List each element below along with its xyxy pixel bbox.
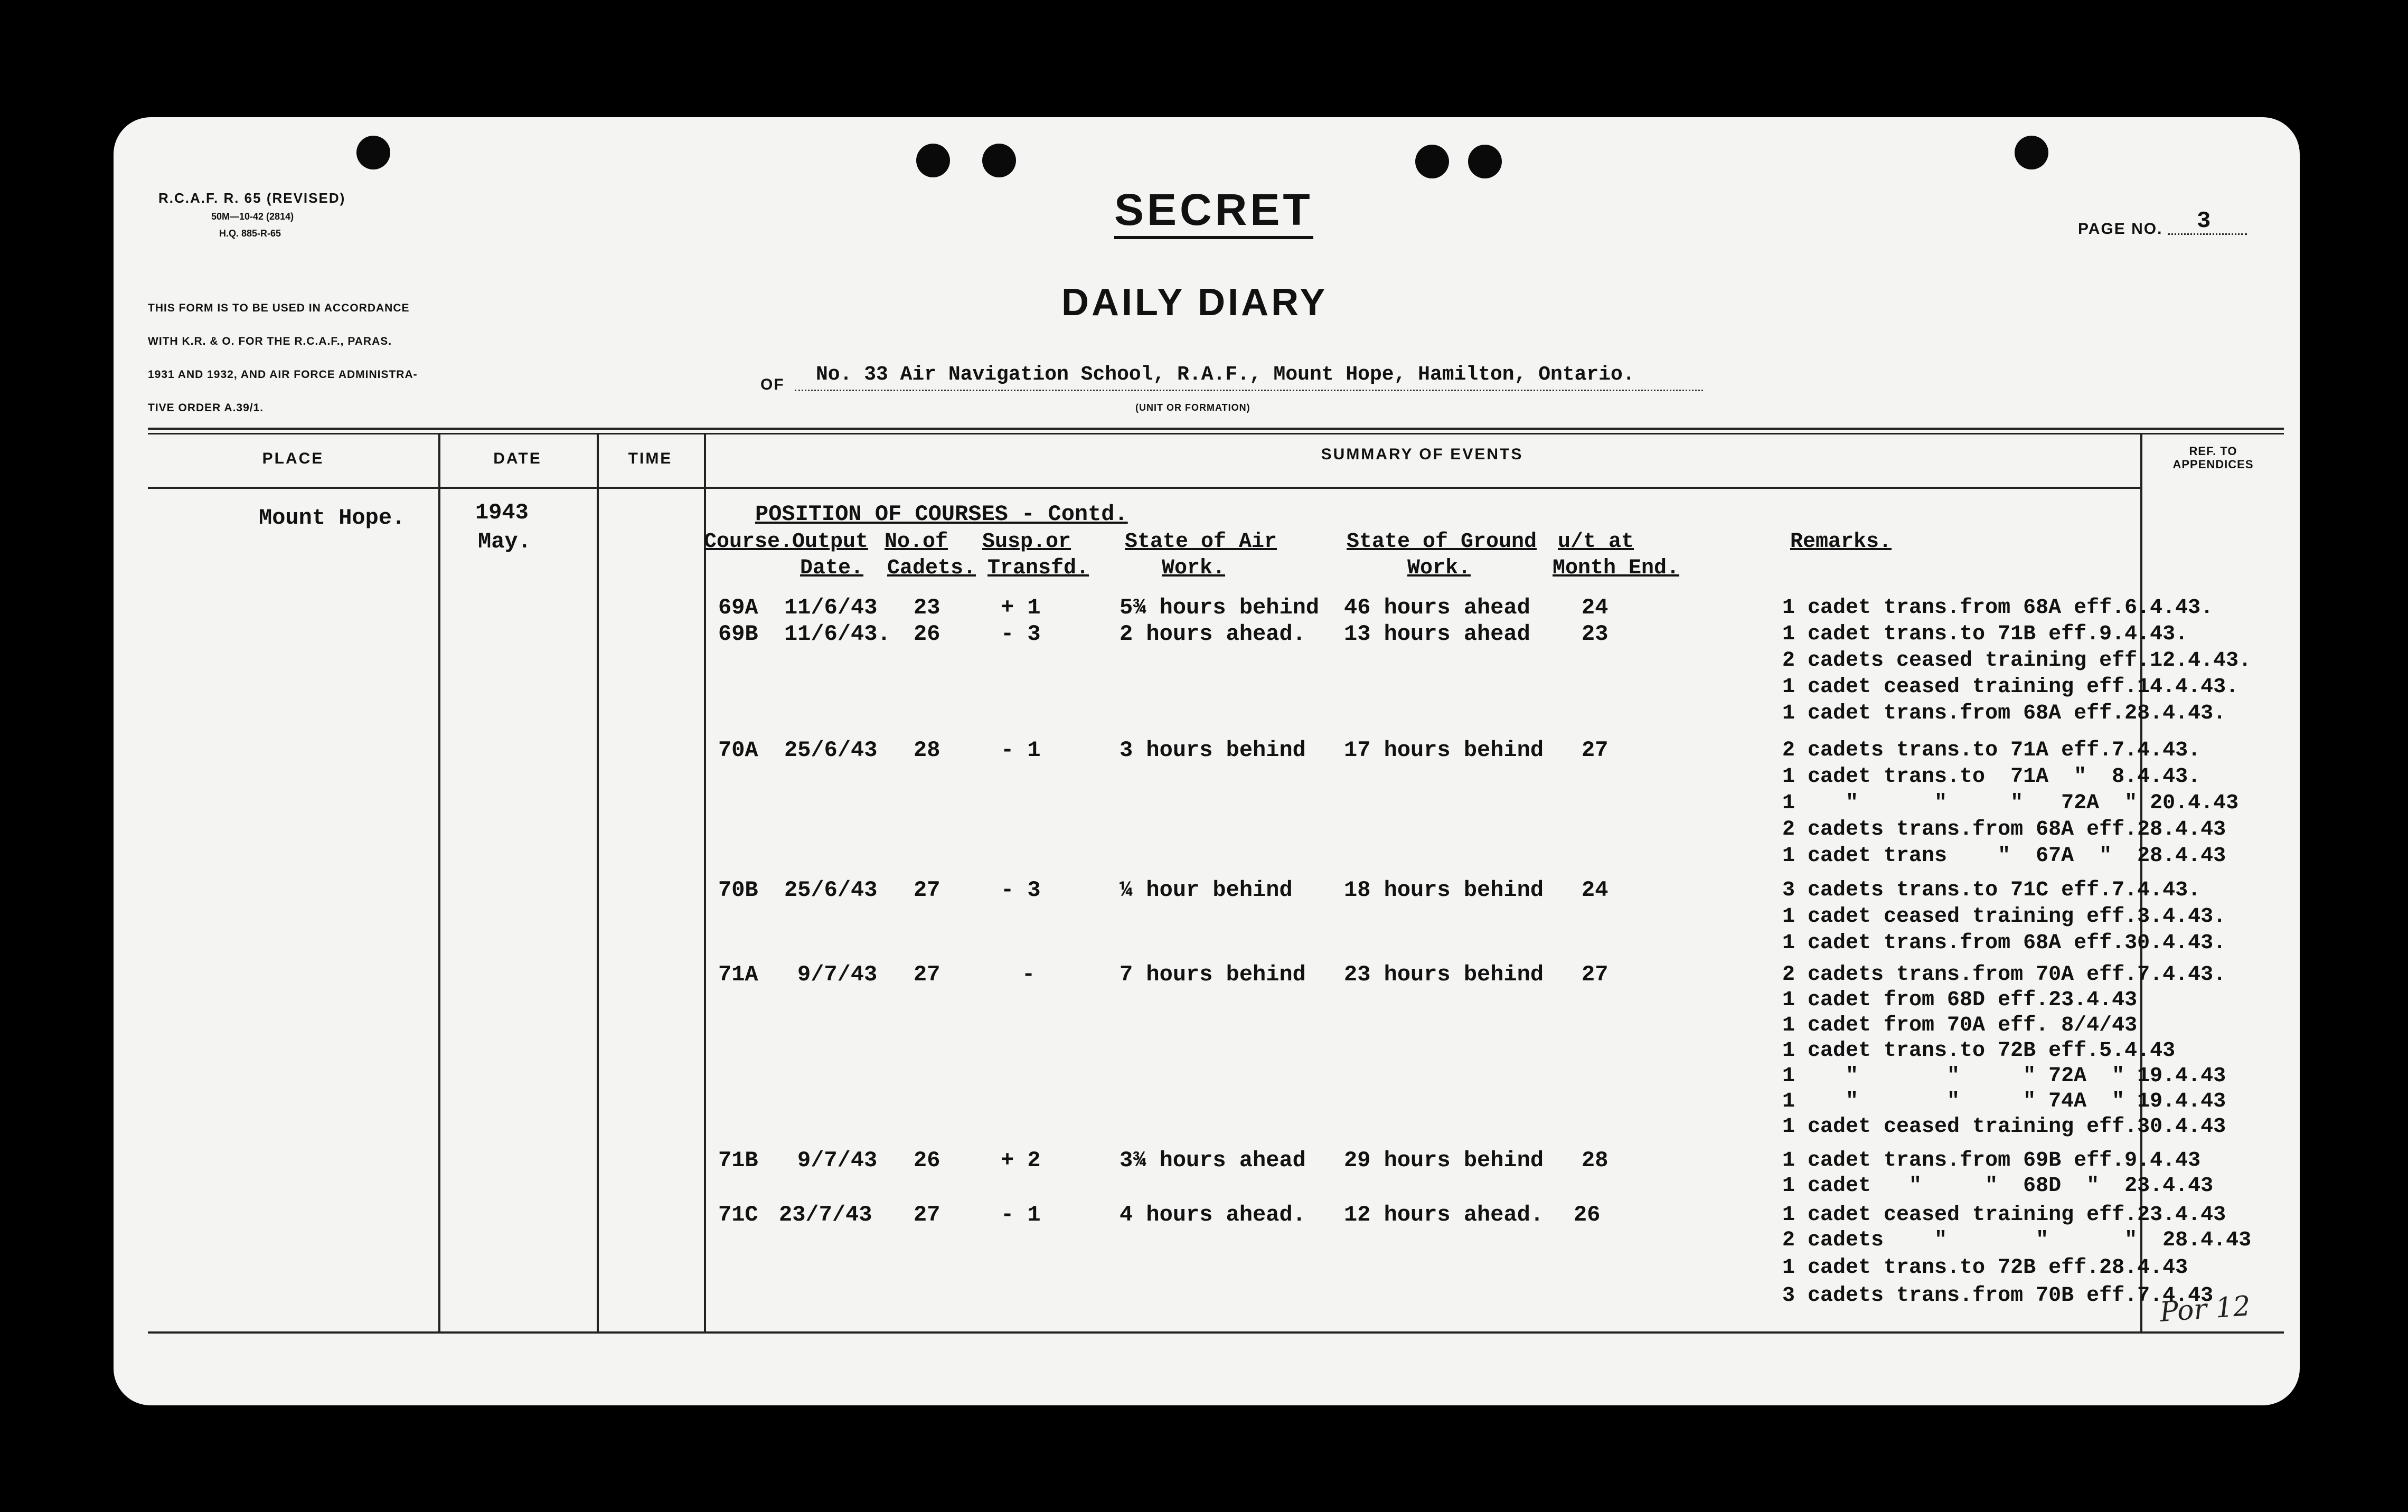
section-heading: POSITION OF COURSES - Contd.: [755, 502, 1128, 527]
document-title: DAILY DIARY: [1061, 281, 1328, 324]
subheader-air-work: State of Air: [1125, 530, 1277, 554]
page-number-field: [2168, 208, 2247, 235]
subheader-cadets-2: Cadets.: [887, 556, 976, 580]
col-divider-date: [597, 434, 599, 1331]
column-header-ref-2: APPENDICES: [2172, 458, 2254, 471]
col-divider-place: [438, 434, 440, 1331]
subheader-ut: u/t at: [1558, 530, 1634, 554]
unit-name: No. 33 Air Navigation School, R.A.F., Mount Hope, Hamilton, Ontario.: [816, 363, 1635, 386]
of-label: OF: [760, 376, 785, 393]
punch-hole: [2015, 136, 2048, 169]
form-instructions: THIS FORM IS TO BE USED IN ACCORDANCE WITH K.R. & O. FOR THE R.C.A.F., PARAS. 1931 AND 1932, AND AIR FORCE ADMINISTRA- TIVE ORDER A.39/1.: [148, 302, 418, 414]
column-header-time: TIME: [628, 450, 673, 467]
punch-hole: [916, 144, 950, 177]
form-code: R.C.A.F. R. 65 (REVISED): [158, 190, 346, 206]
punch-hole: [1468, 145, 1502, 178]
column-header-date: DATE: [493, 450, 542, 467]
subheader-course: Course.: [704, 530, 793, 554]
subheader-cadets: No.of: [885, 530, 948, 554]
entry-month: May.: [478, 529, 531, 554]
table-top-rule: [148, 428, 2284, 430]
page-number: 3: [2197, 208, 2211, 234]
punch-hole: [356, 136, 390, 169]
page-number-label: PAGE NO.: [2078, 220, 2163, 238]
punch-hole: [982, 144, 1016, 177]
table-top-rule-2: [148, 433, 2284, 434]
subheader-ground-work: State of Ground: [1347, 530, 1537, 554]
table-bottom-rule: [148, 1331, 2284, 1334]
subheader-output-date: Date.: [800, 556, 864, 580]
column-header-ref-1: REF. TO: [2189, 445, 2237, 458]
header-bottom-rule: [148, 487, 2141, 489]
classification-stamp: SECRET: [1114, 183, 1313, 239]
col-divider-time: [704, 434, 706, 1331]
punch-hole: [1415, 145, 1449, 178]
diary-sheet: R.C.A.F. R. 65 (REVISED) 50M—10-42 (2814) H.Q. 885-R-65 SECRET PAGE NO. 3 THIS FORM IS TO BE USED IN ACCORDANCE WITH K.R. & O. FOR THE R.C.A.F., PARAS. 1931 AND 1932, AND AIR FORCE ADMINISTRA- TIVE ORDER A.39/1. DAILY DIARY OF No. 33 Air Navigation School, R.A.F., Mount Hope, Hamilton, Ontario. (UNIT OR FORMATION) PLACE DATE TIME SUMMARY OF EVENTS REF. TO APPENDICES Mount Hope. 1943 May. POSITION OF COURSES - Contd. Course. Output Date. No.of Cadets. Susp.or Transfd. State of Air Work. State of Ground Work. u/t at Month End. Remarks. 69A 11/6/43 23 + 1 5¾ hours behind 46 hours ahead 24 1 cadet trans.from 68A eff.6.4.43. 69B 11/6/43. 26 - 3 2 hours ahead. 13 hours ahead 23 1 cadet trans.to 71B eff.9.4.43. 2 cadets ceased training eff.12.4.43. 1 cadet ceased training eff.14.4.43. 1 cadet trans.from 68A eff.28.4.43. 70A 25/6/43 28 - 1 3 hours behind 17 hours behind 27 2 cadets trans.to 71A eff.7.4.43. 1 cadet trans.to 71A " 8.4.43. 1 " " " 72A " 20.4.43 2 cadets trans.from 68A eff.28.4.43 1 cadet trans " 67A " 28.4.43 70B 25/6/43 27 - 3 ¼ hour behind 18 hours behind 24 3 cadets trans.to 71C eff.7.4.43. 1 cadet ceased training eff.3.4.43. 1 cadet trans.from 68A eff.30.4.43. 71A 9/7/43 27 - 7 hours behind 23 hours behind 27 2 cadets trans.from 70A eff.7.4.43. 1 cadet from 68D eff.23.4.43 1 cadet from 70A eff. 8/4/43 1 cadet trans.to 72B eff.5.4.43 1 " " " 72A " 19.4.43 1 " " " 74A " 19.4.43 1 cadet ceased training eff.30.4.43 71B 9/7/43 26 + 2 3¾ hours ahead 29 hours behind 28 1 cadet trans.from 69B eff.9.4.43 1 cadet " " 68D " 23.4.43 71C 23/7/43 27 - 1 4 hours ahead. 12 hours ahead. 26 1 cadet ceased training eff.23.4.43 2 cadets " " " 28.4.43 1 cadet trans.to 72B eff.28.4.43 3 cadets trans.from 70B eff.7.4.43 Por 12: [114, 117, 2300, 1405]
subheader-month-end: Month End.: [1553, 556, 1680, 580]
subheader-transfd: Transfd.: [987, 556, 1089, 580]
entry-place: Mount Hope.: [259, 505, 406, 531]
handwritten-margin-note: Por 12: [2159, 1290, 2252, 1328]
entry-year: 1943: [475, 500, 529, 525]
subheader-ground-work-2: Work.: [1407, 556, 1471, 580]
column-header-summary: SUMMARY OF EVENTS: [1321, 446, 1523, 463]
column-header-place: PLACE: [262, 450, 324, 467]
subheader-susp: Susp.or: [982, 530, 1071, 554]
form-print-code: 50M—10-42 (2814): [211, 211, 294, 222]
subheader-air-work-2: Work.: [1162, 556, 1226, 580]
subheader-output: Output: [792, 530, 869, 554]
unit-caption: (UNIT OR FORMATION): [1135, 402, 1250, 413]
unit-name-field: [795, 360, 1703, 391]
form-hq-code: H.Q. 885-R-65: [219, 228, 281, 239]
subheader-remarks: Remarks.: [1790, 530, 1892, 554]
